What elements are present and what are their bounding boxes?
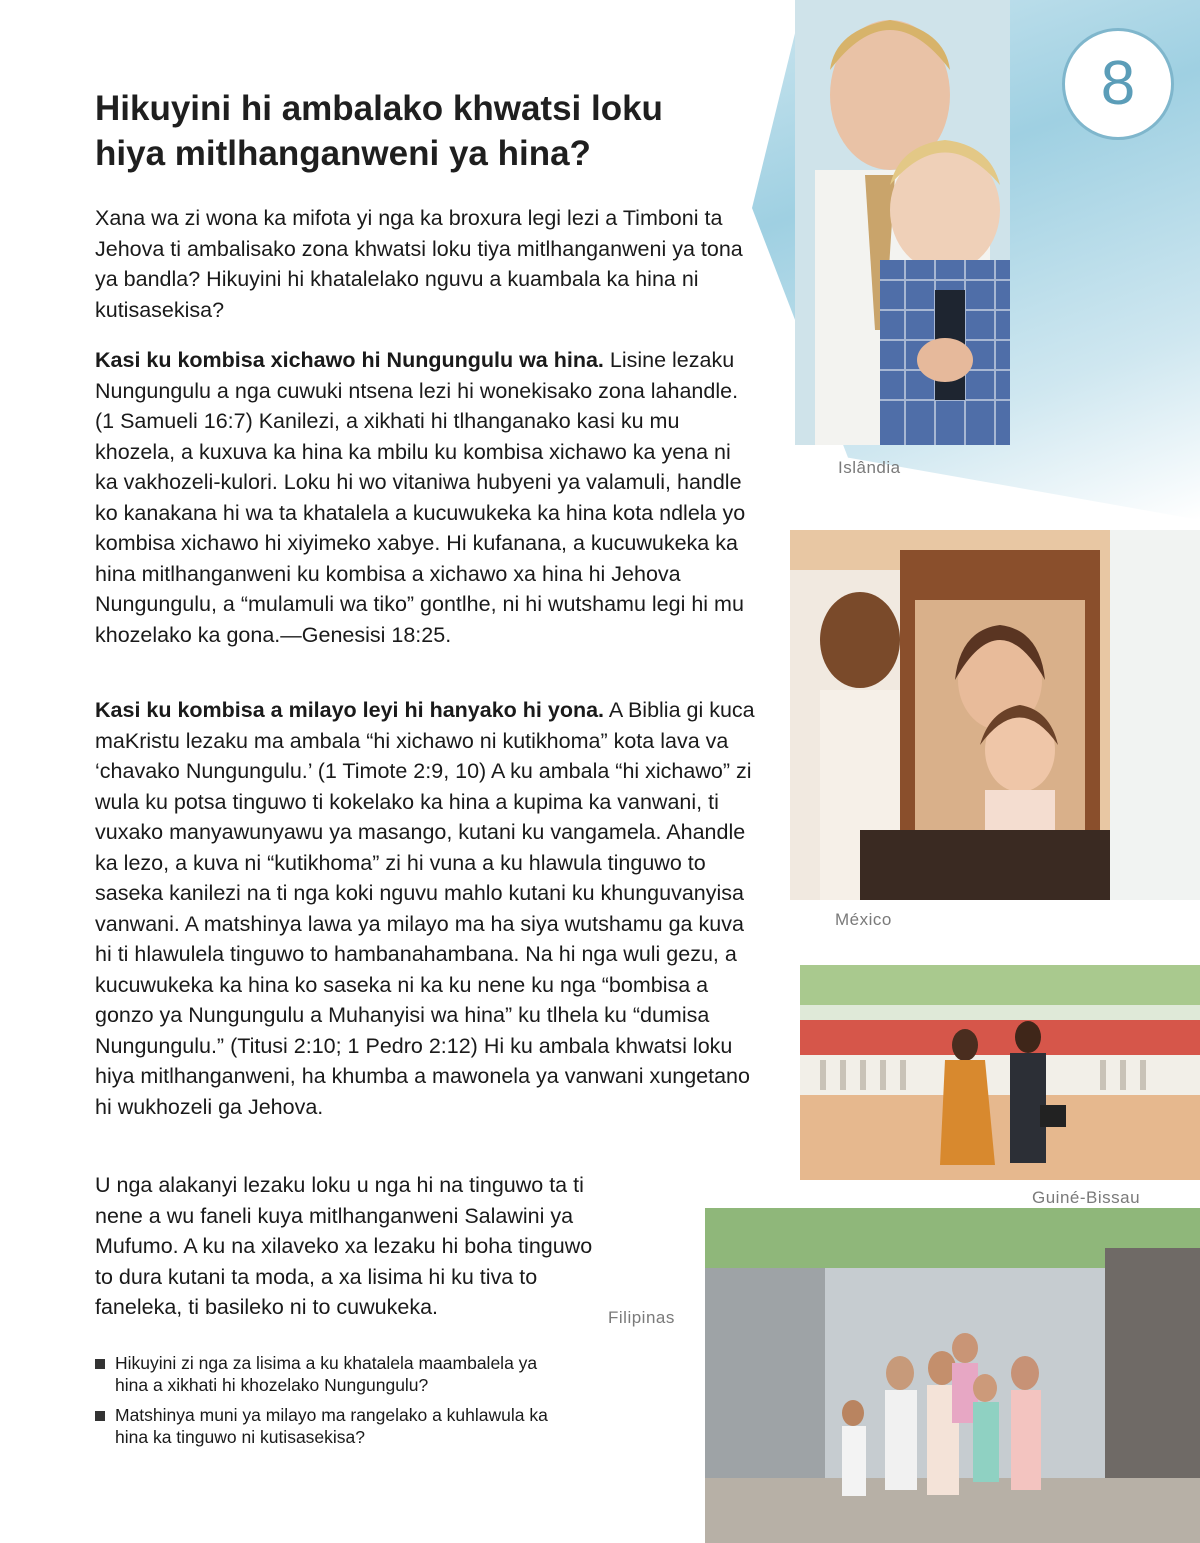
section-respect-god <box>95 345 755 650</box>
section2-lead: Kasi ku kombisa a milayo leyi hi hanyako hi yona. <box>95 698 605 722</box>
closing-text: U nga alakanyi lezaku loku u nga hi na tinguwo ta ti nene a wu faneli kuya mitlhanganweni Salawini ya Mufumo. A ku na xilaveko xa lezaku hi boha tinguwo to dura kutani ta moda, a xa lisima hi ku tiva to faneleka, ti basileko ni to cuwukeka. <box>95 1173 593 1319</box>
review-questions <box>95 1352 575 1456</box>
section2-text: A Biblia gi kuca maKristu lezaku ma ambala “hi xichawo ni kutikhoma” kota lava va ‘chavako Nungungulu.’ (1 Timote 2:9, 10) A ku ambala “hi xichawo” zi wula ku potsa tinguwo ti kokelako ka hina a kupima ka vanwani, ti vuxako manyawunyawu ya masango, kutani ku vangamela. Ahandle ka lezo, a kuva ni “kutikhoma” zi hi vuna a ku hlawula tinguwo to saseka kanilezi na ti nga koki nguvu mahlo kutani ku khunguvanyisa vanwani. A matshinya lawa ya milayo ma ha siya wutshamu ga kuva hi ti hlawulela tinguwo to hambanahambana. Na hi nga wuli gezu, a kucuwukeka ka hina ko saseka ni ka ku nene ku nga “bombisa a gonzo ya Nungungulu a Muhanyisi wa hina” ku tlhela ku “dumisa Nungungulu.” (Titusi 2:10; 1 Pedro 2:12) Hi ku ambala khwatsi loku hiya mitlhanganweni, ha khumba a mawonela ya vanwani xungetano hi wukhozeli ga Jehova. <box>95 698 755 1119</box>
caption-filipinas: Filipinas <box>608 1308 675 1327</box>
intro-text: Xana wa zi wona ka mifota yi nga ka broxura legi lezi a Timboni ta Jehova ti ambalisako zona khwatsi loku tiya mitlhanganweni ya tona ya bandla? Hikuyini hi khatalelako nguvu a kuambala ka hina ni kutisasekisa? <box>95 206 743 322</box>
photo-islandia <box>795 0 1010 445</box>
question-item: Hikuyini zi nga za lisima a ku khatalela maambalela ya hina a xikhati hi khozelako Nungungulu? <box>95 1352 575 1396</box>
caption-mexico: México <box>835 910 892 929</box>
closing-paragraph <box>95 1170 615 1323</box>
photo-filipinas <box>705 1208 1200 1543</box>
page-title: Hikuyini hi ambalako khwatsi loku hiya mitlhanganweni ya hina? <box>95 89 663 173</box>
section-principles <box>95 695 755 1122</box>
section2-paragraph <box>95 695 755 1122</box>
photo-guine-bissau <box>800 965 1200 1180</box>
intro-paragraph <box>95 203 745 325</box>
caption-guine-bissau: Guiné-Bissau <box>1032 1188 1141 1207</box>
section1-lead: Kasi ku kombisa xichawo hi Nungungulu wa hina. <box>95 348 604 372</box>
page-number-badge: 8 <box>1062 28 1174 140</box>
section1-text: Lisine lezaku Nungungulu a nga cuwuki ntsena lezi hi wonekisako zona lahandle. (1 Samueli 16:7) Kanilezi, a xikhati hi tlhanganako kasi ku mu khozela, a kuxuva ka hina ka mbilu ku kombisa xichawo ka yena ni ka vakhozeli-kulori. Loku hi wo vitaniwa hubyeni ya valamuli, handle ko kanakana hi wa ta khatalela a kucuwukeka ka hina kota ndlela yo kombisa xichawo hi xiyimeko xabye. Hi kufanana, a kucuwukeka ka hina mitlhanganweni ku kombisa a xichawo xa hina hi Jehova Nungungulu, a “mulamuli wa tiko” gontlhe, ni hi wutshamu legi hi mu khozelako ka gona.—Genesisi 18:25. <box>95 348 746 647</box>
caption-islandia: Islândia <box>838 458 901 477</box>
section1-paragraph <box>95 345 755 650</box>
photo-mexico <box>790 530 1200 900</box>
question-item: Matshinya muni ya milayo ma rangelako a kuhlawula ka hina ka tinguwo ni kutisasekisa? <box>95 1404 575 1448</box>
